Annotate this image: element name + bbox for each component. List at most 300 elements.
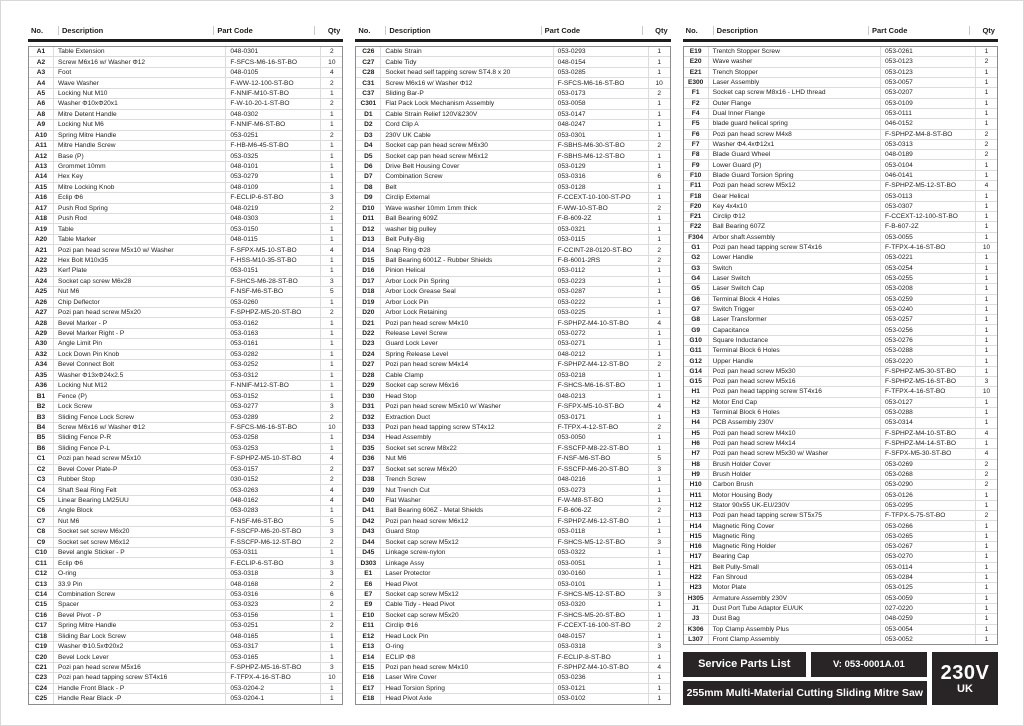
cell-no: G12: [689, 357, 702, 365]
cell-qty: 1: [320, 684, 342, 693]
cell-description: Hex Bolt M10x35: [53, 256, 225, 265]
cell-qty: 3: [975, 377, 997, 386]
cell-part-code: 053-0293: [553, 47, 648, 56]
table-row: [29, 213, 342, 223]
cell-description: Spring Mitre Handle: [53, 131, 225, 140]
table-row: [684, 273, 997, 283]
cell-description: Pozi pan head screw M5x10 w/ Washer: [53, 245, 225, 254]
cell-part-code: F-WW-12-100-ST-BO: [225, 78, 320, 87]
cell-description: Magnetic Ring: [708, 532, 880, 541]
cell-description: Fence (P): [53, 391, 225, 400]
header-part-code: Part Code: [868, 26, 969, 35]
cell-qty: 2: [975, 130, 997, 139]
table-row: [29, 56, 342, 66]
cell-description: Spacer: [53, 600, 225, 609]
cell-description: Key 4x4x10: [708, 202, 880, 211]
cell-description: Locking Nut M12: [53, 381, 225, 390]
version-label: V: 053-0001A.01: [811, 652, 927, 677]
cell-no: G15: [689, 378, 702, 386]
table-row: [29, 98, 342, 108]
cell-no: F4: [691, 110, 700, 118]
cell-qty: 2: [648, 204, 670, 213]
cell-part-code: 048-0165: [225, 632, 320, 641]
table-row: [684, 438, 997, 448]
cell-description: Washer Φ10.5xΦ20x2: [53, 642, 225, 651]
cell-description: blade guard helical spring: [708, 119, 880, 128]
cell-part-code: F-CCEXT-10-100-ST-PO: [553, 193, 648, 202]
cell-description: Trentch Stopper Screw: [708, 47, 880, 56]
table-row: [29, 474, 342, 484]
cell-description: Foot: [53, 68, 225, 77]
table-row: [684, 469, 997, 479]
cell-part-code: F-TFPX-4-16-ST-BO: [880, 387, 975, 396]
cell-part-code: 048-0216: [553, 475, 648, 484]
cell-no: D45: [362, 549, 375, 557]
cell-description: Belt Pully-Big: [380, 235, 552, 244]
cell-part-code: 053-0265: [880, 532, 975, 541]
table-row: [29, 432, 342, 442]
cell-qty: 1: [975, 212, 997, 221]
cell-no: C9: [36, 538, 46, 546]
cell-no: G5: [691, 285, 701, 293]
table-row: [356, 150, 669, 160]
cell-description: Bevel Connect Bolt: [53, 360, 225, 369]
cell-no: F18: [689, 192, 702, 200]
cell-description: Socket cap screw M5x12: [380, 590, 552, 599]
cell-part-code: F-W-10-20-1-ST-BO: [225, 99, 320, 108]
cell-no: A1: [36, 48, 46, 56]
cell-qty: 1: [975, 233, 997, 242]
cell-description: Flat Washer: [380, 496, 552, 505]
cell-qty: 3: [648, 465, 670, 474]
cell-no: E6: [364, 580, 373, 588]
cell-qty: 1: [648, 485, 670, 494]
cell-part-code: 048-0154: [553, 57, 648, 66]
cell-no: H7: [691, 450, 700, 458]
table-row: [29, 589, 342, 599]
table-row: [29, 67, 342, 77]
cell-no: C19: [34, 643, 48, 651]
cell-description: Pozi pan head screw M5x12: [708, 181, 880, 190]
cell-no: E11: [362, 622, 375, 630]
table-row: [684, 149, 997, 159]
cell-part-code: 053-0126: [880, 490, 975, 499]
cell-part-code: 053-0259: [880, 295, 975, 304]
cell-qty: 2: [975, 470, 997, 479]
cell-description: Ball Bearing 609Z: [380, 214, 552, 223]
cell-no: D14: [362, 246, 375, 254]
cell-description: Circlip Φ12: [708, 212, 880, 221]
cell-no: F6: [691, 130, 700, 138]
cell-qty: 4: [975, 181, 997, 190]
cell-description: Motor Housing Body: [708, 490, 880, 499]
cell-description: Top Clamp Assembly Plus: [708, 625, 880, 634]
cell-description: Circlip External: [380, 193, 552, 202]
cell-no: C21: [34, 664, 48, 672]
cell-no: F8: [691, 151, 700, 159]
cell-qty: 1: [975, 614, 997, 623]
table-row: [356, 474, 669, 484]
cell-no: G10: [689, 336, 702, 344]
cell-part-code: 053-0255: [880, 274, 975, 283]
cell-description: Wave washer 10mm 1mm thick: [380, 204, 552, 213]
cell-qty: 1: [320, 172, 342, 181]
cell-no: A5: [36, 89, 46, 97]
table-row: [684, 407, 997, 417]
cell-no: D13: [362, 236, 375, 244]
cell-no: A30: [34, 340, 48, 348]
cell-description: Pozi pan head tapping screw ST4x16: [53, 673, 225, 682]
cell-qty: 3: [320, 569, 342, 578]
cell-description: Cable Clamp: [380, 371, 552, 380]
cell-qty: 1: [975, 501, 997, 510]
cell-description: Magnetic Ring Holder: [708, 542, 880, 551]
table-row: [684, 314, 997, 324]
cell-qty: 1: [648, 412, 670, 421]
cell-description: Brush Holder Cover: [708, 460, 880, 469]
cell-no: A14: [34, 173, 48, 181]
cell-qty: 1: [648, 391, 670, 400]
table-row: [684, 180, 997, 190]
table-row: [684, 211, 997, 221]
cell-qty: 1: [648, 684, 670, 693]
cell-qty: 1: [320, 162, 342, 171]
cell-part-code: 053-0123: [880, 68, 975, 77]
parts-table-column-2: [355, 24, 670, 705]
cell-description: Angle Block: [53, 506, 225, 515]
cell-part-code: 053-0147: [553, 110, 648, 119]
table-row: [356, 495, 669, 505]
cell-part-code: 053-0127: [880, 398, 975, 407]
table-row: [356, 484, 669, 494]
table-row: [29, 547, 342, 557]
cell-description: Bevel Lock Lever: [53, 652, 225, 661]
cell-part-code: 053-0314: [880, 418, 975, 427]
cell-qty: 1: [648, 579, 670, 588]
cell-no: H5: [691, 429, 700, 437]
cell-part-code: 053-0313: [880, 140, 975, 149]
cell-description: Pozi pan head screw M4x8: [708, 130, 880, 139]
cell-no: E9: [364, 601, 373, 609]
cell-description: Base (P): [53, 151, 225, 160]
table-row: [29, 328, 342, 338]
table-row: [29, 610, 342, 620]
cell-no: E13: [362, 643, 375, 651]
cell-no: J1: [691, 605, 700, 613]
cell-description: Terminal Block 4 Holes: [708, 295, 880, 304]
cell-part-code: 053-0115: [553, 235, 648, 244]
cell-qty: 1: [975, 274, 997, 283]
cell-qty: 1: [975, 109, 997, 118]
table-row: [29, 516, 342, 526]
cell-no: D23: [362, 340, 375, 348]
table-row: [29, 171, 342, 181]
cell-no: A35: [34, 371, 48, 379]
cell-description: Cord Clip A: [380, 120, 552, 129]
cell-part-code: 048-0115: [225, 235, 320, 244]
cell-part-code: F-SHCS-M6-16-ST-BO: [553, 381, 648, 390]
cell-description: Upper Handle: [708, 356, 880, 365]
table-row: [684, 603, 997, 613]
cell-qty: 10: [320, 673, 342, 682]
table-row: [29, 255, 342, 265]
cell-qty: 1: [648, 151, 670, 160]
cell-no: D22: [362, 330, 375, 338]
cell-qty: 1: [648, 694, 670, 703]
cell-description: Screw M6x16 w/ Washer Φ12: [53, 423, 225, 432]
table-row: [29, 286, 342, 296]
cell-no: D24: [362, 350, 375, 358]
cell-no: E12: [362, 632, 375, 640]
cell-qty: 1: [975, 346, 997, 355]
cell-no: B2: [36, 403, 46, 411]
cell-no: G11: [689, 347, 702, 355]
table-row: [356, 98, 669, 108]
cell-no: D21: [362, 319, 375, 327]
cell-description: Lower Guard (P): [708, 160, 880, 169]
cell-description: Pozi pan head screw M5x10: [53, 454, 225, 463]
cell-part-code: 053-0252: [225, 360, 320, 369]
cell-description: Switch Trigger: [708, 305, 880, 314]
cell-qty: 2: [320, 131, 342, 140]
cell-no: D20: [362, 309, 375, 317]
cell-description: Pozi pan head tapping screw ST4x12: [380, 423, 552, 432]
cell-no: A21: [34, 246, 48, 254]
cell-part-code: F-SHCS-M5-20-ST-BO: [553, 611, 648, 620]
cell-description: Laser Wire Cover: [380, 673, 552, 682]
cell-part-code: 053-0251: [225, 131, 320, 140]
table-row: [684, 335, 997, 345]
cell-description: Screw M6x16 w/ Washer Φ12: [53, 57, 225, 66]
table-row: [356, 307, 669, 317]
parts-table-body: [355, 46, 670, 705]
cell-no: E14: [362, 653, 375, 661]
cell-description: Cable Strain Relief 120V&230V: [380, 110, 552, 119]
cell-description: Sliding Bar Lock Screw: [53, 632, 225, 641]
cell-qty: 2: [320, 600, 342, 609]
cell-qty: 3: [320, 277, 342, 286]
cell-part-code: 053-0316: [553, 172, 648, 181]
cell-description: Guard Lock Lever: [380, 339, 552, 348]
cell-qty: 1: [648, 329, 670, 338]
cell-qty: 1: [320, 141, 342, 150]
cell-description: Combination Screw: [380, 172, 552, 181]
cell-description: Extraction Duct: [380, 412, 552, 421]
table-row: [356, 578, 669, 588]
parts-table-column-3: [683, 24, 998, 705]
table-row: [29, 672, 342, 682]
table-row: [29, 234, 342, 244]
cell-no: G3: [691, 264, 701, 272]
table-row: [356, 390, 669, 400]
cell-description: Circlip Φ16: [380, 621, 552, 630]
cell-qty: 1: [320, 444, 342, 453]
cell-part-code: F-B-606-2Z: [553, 506, 648, 515]
cell-no: C13: [34, 580, 48, 588]
cell-no: A36: [34, 382, 48, 390]
table-row: [684, 304, 997, 314]
cell-qty: 2: [648, 621, 670, 630]
cell-qty: 2: [648, 89, 670, 98]
table-row: [684, 634, 997, 644]
cell-no: A12: [34, 152, 48, 160]
table-row: [356, 422, 669, 432]
cell-no: F22: [689, 223, 702, 231]
cell-no: C4: [36, 486, 46, 494]
cell-description: Nut M6: [380, 454, 552, 463]
cell-no: F10: [689, 171, 702, 179]
table-row: [356, 568, 669, 578]
cell-qty: 1: [648, 110, 670, 119]
table-row: [356, 182, 669, 192]
cell-no: C31: [362, 79, 375, 87]
cell-qty: 4: [648, 318, 670, 327]
cell-no: F7: [691, 140, 700, 148]
cell-qty: 1: [975, 88, 997, 97]
cell-description: Front Clamp Assembly: [708, 635, 880, 644]
cell-part-code: F-SPHPZ-M5-20-ST-BO: [225, 308, 320, 317]
table-row: [356, 349, 669, 359]
header-part-code: Part Code: [541, 26, 642, 35]
cell-part-code: F-SSCFP-M6-12-ST-BO: [225, 538, 320, 547]
cell-part-code: 053-0311: [225, 548, 320, 557]
cell-no: C6: [36, 507, 46, 515]
table-header: [28, 24, 343, 39]
table-row: [684, 428, 997, 438]
table-row: [356, 192, 669, 202]
cell-description: Blade Guard Torsion Spring: [708, 171, 880, 180]
table-row: [684, 562, 997, 572]
cell-part-code: 053-0112: [553, 266, 648, 275]
cell-description: Square Inductance: [708, 336, 880, 345]
cell-description: Nut M6: [53, 517, 225, 526]
cell-qty: 1: [320, 183, 342, 192]
table-row: [356, 297, 669, 307]
table-row: [684, 531, 997, 541]
cell-part-code: 048-0168: [225, 579, 320, 588]
cell-no: E19: [689, 48, 702, 56]
table-row: [29, 578, 342, 588]
cell-part-code: 053-0104: [880, 160, 975, 169]
cell-part-code: 053-0272: [553, 329, 648, 338]
cell-description: Trench Screw: [380, 475, 552, 484]
cell-no: C18: [34, 632, 48, 640]
cell-no: D11: [362, 215, 375, 223]
cell-no: G6: [691, 295, 701, 303]
cell-no: D39: [362, 486, 375, 494]
cell-part-code: 053-0207: [880, 88, 975, 97]
cell-part-code: F-ECLIP-6-ST-BO: [225, 193, 320, 202]
parts-table-column-1: [28, 24, 343, 705]
cell-qty: 1: [975, 625, 997, 634]
cell-qty: 1: [975, 191, 997, 200]
cell-no: H16: [689, 543, 702, 551]
cell-description: Grommet 10mm: [53, 162, 225, 171]
cell-qty: 1: [648, 381, 670, 390]
table-row: [684, 345, 997, 355]
table-row: [356, 672, 669, 682]
cell-part-code: F-SFCS-M6-16-ST-BO: [225, 57, 320, 66]
cell-qty: 1: [648, 611, 670, 620]
cell-part-code: F-SPHPZ-M5-16-ST-BO: [880, 377, 975, 386]
cell-part-code: 053-0256: [880, 325, 975, 334]
cell-no: G7: [691, 305, 701, 313]
cell-no: E20: [689, 58, 702, 66]
table-row: [29, 631, 342, 641]
cell-description: Kerf Plate: [53, 266, 225, 275]
cell-description: Cable Tidy - Head Pivot: [380, 600, 552, 609]
cell-no: A10: [34, 131, 48, 139]
cell-description: Pozi pan head screw M5x30: [708, 367, 880, 376]
cell-qty: 1: [320, 120, 342, 129]
cell-qty: 3: [648, 642, 670, 651]
table-row: [356, 662, 669, 672]
cell-description: Handle Front Black - P: [53, 684, 225, 693]
cell-qty: 1: [648, 277, 670, 286]
cell-part-code: 048-0301: [225, 47, 320, 56]
cell-no: G4: [691, 275, 701, 283]
cell-part-code: 053-0171: [553, 412, 648, 421]
cell-no: C25: [34, 695, 48, 703]
cell-qty: 2: [648, 506, 670, 515]
cell-description: Flat Pack Lock Mechanism Assembly: [380, 99, 552, 108]
cell-part-code: F-ECLIP-6-ST-BO: [225, 558, 320, 567]
cell-no: D28: [362, 371, 375, 379]
cell-no: A19: [34, 225, 48, 233]
cell-part-code: 053-0161: [225, 339, 320, 348]
cell-no: D17: [362, 277, 375, 285]
cell-qty: 1: [975, 264, 997, 273]
cell-part-code: F-CCEXT-12-100-ST-BO: [880, 212, 975, 221]
cell-qty: 1: [648, 120, 670, 129]
cell-part-code: 053-0312: [225, 371, 320, 380]
cell-description: Pozi pan head screw M4x14: [380, 360, 552, 369]
cell-no: C3: [36, 476, 46, 484]
header-description: Description: [385, 26, 540, 35]
table-row: [684, 252, 997, 262]
table-row: [684, 613, 997, 623]
cell-no: B1: [36, 392, 46, 400]
cell-part-code: 053-0111: [880, 109, 975, 118]
cell-part-code: 048-0259: [880, 614, 975, 623]
cell-part-code: 053-0257: [880, 315, 975, 324]
cell-description: Head Pivot: [380, 579, 552, 588]
cell-no: C23: [34, 674, 48, 682]
cell-part-code: 053-0266: [880, 521, 975, 530]
cell-qty: 1: [975, 305, 997, 314]
cell-part-code: 053-0051: [553, 558, 648, 567]
cell-part-code: 053-0267: [880, 542, 975, 551]
cell-qty: 1: [320, 235, 342, 244]
cell-part-code: F-B-607-2Z: [880, 222, 975, 231]
table-row: [684, 448, 997, 458]
cell-qty: 2: [320, 308, 342, 317]
cell-description: Pozi pan head screw M4x14: [708, 439, 880, 448]
table-row: [684, 221, 997, 231]
cell-no: H1: [691, 388, 700, 396]
cell-description: Pozi pan head screw M5x20: [53, 308, 225, 317]
table-row: [29, 662, 342, 672]
cell-part-code: 053-0162: [225, 318, 320, 327]
cell-qty: 1: [975, 315, 997, 324]
cell-qty: 1: [648, 517, 670, 526]
table-row: [29, 276, 342, 286]
cell-qty: 10: [975, 387, 997, 396]
cell-part-code: 048-0109: [225, 183, 320, 192]
cell-part-code: 053-0221: [880, 253, 975, 262]
table-row: [356, 411, 669, 421]
cell-description: O-ring: [53, 569, 225, 578]
